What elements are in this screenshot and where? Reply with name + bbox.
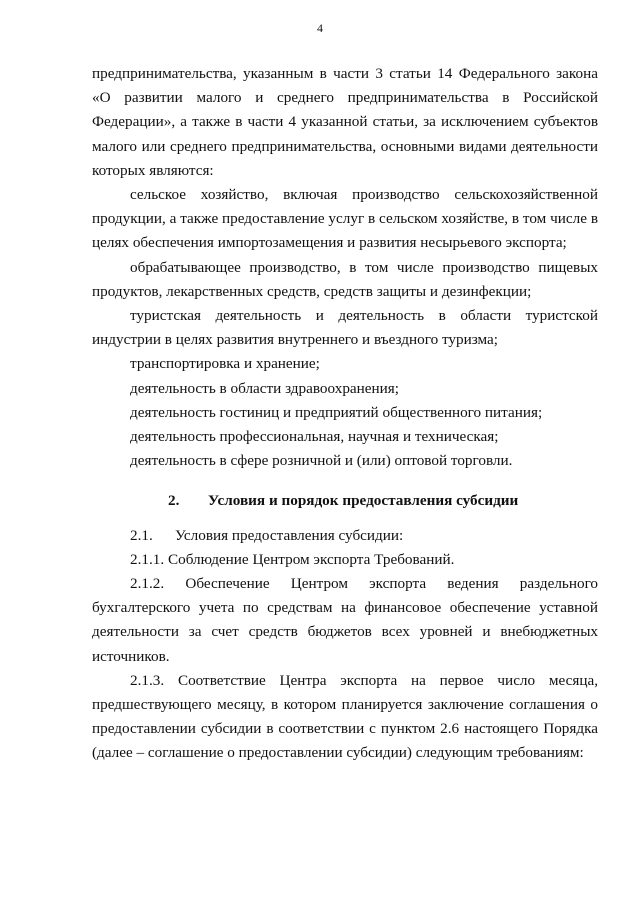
clause-2-1-1 [92,548,598,572]
clause-text: Обеспечение Центром экспорта ведения раздельного бухгалтерского учета по средствам на финансовое обеспечение уставной деятельности за счет средств бюджетов всех уровней и внебюджетных источников. [92,575,599,665]
clause-2-1-3 [92,669,598,766]
document-body [92,62,598,766]
activity-item: деятельность гостиниц и предприятий общественного питания; [130,403,543,421]
section-title: Условия и порядок предоставления субсидии [208,492,519,510]
clause-number: 2.1. [130,526,153,544]
clause-2-1 [92,524,598,548]
activity-item: транспортировка и хранение; [130,355,320,373]
activity-item: деятельность в области здравоохранения; [130,379,399,397]
activity-item: сельское хозяйство, включая производство сельскохозяйственной продукции, а также предоставление услуг в сельском хозяйстве, в том числе в целях обеспечения импортозамещения и развития несырьевого экспорта; [92,186,598,252]
activity-item: туристская деятельность и деятельность в области туристской индустрии в целях развития внутреннего и въездного туризма; [92,307,598,349]
page-number: 4 [317,21,323,35]
clause-text: Соблюдение Центром экспорта Требований. [167,550,455,568]
clause-text: Соответствие Центра экспорта на первое число месяца, предшествующего месяцу, в котором планируется заключение соглашения о предоставлении субсидии в соответствии с пунктом 2.6 настоящего Порядка (далее – соглашение о предоставлении субсидии) следующим требованиям: [92,671,598,762]
clause-2-1-2 [92,572,598,669]
section-number: 2. [168,492,180,510]
activity-item: деятельность в сфере розничной и (или) оптовой торговли. [130,452,513,470]
intro-paragraph: предпринимательства, указанным в части 3 статьи 14 Федерального закона «О развитии малого и среднего предпринимательства в Российской Федерации», а также в части 4 указанной статьи, за исключением субъектов малого или среднего предпринимательства, основными видами деятельности которых являются: [92,65,598,179]
clause-text: Условия предоставления субсидии: [175,526,404,544]
section-heading [92,489,598,513]
clause-number: 2.1.3. [130,671,165,689]
activity-item: деятельность профессиональная, научная и техническая; [130,428,499,446]
clause-number: 2.1.1. [130,550,165,568]
activity-item: обрабатывающее производство, в том числе производство пищевых продуктов, лекарственных средств, средств защиты и дезинфекции; [92,258,598,300]
clause-number: 2.1.2. [130,575,165,593]
